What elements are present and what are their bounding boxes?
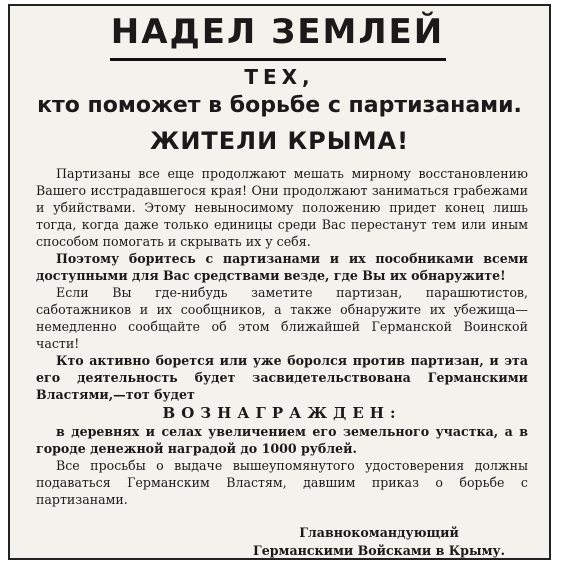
reward-heading: ВОЗНАГРАЖДЕН: — [162, 404, 402, 422]
signature-title: Главнокомандующий — [299, 525, 459, 540]
subhead-residents: ЖИТЕЛИ КРЫМА! — [149, 127, 410, 155]
subhead-who-helps: кто поможет в борьбе с партизанами. — [37, 93, 522, 118]
paragraph-partisans: Партизаны все еще продолжают мешать мирному восстановлению Вашего исстрадавшегося края! Они продолжают заниматься грабежами и убийствами. Этому невыносимому положению придет конец лишь тогда, когда даже только единицы среди Вас перестанут тем или иным способом помогать и скрывать их у себя. — [36, 166, 528, 249]
poster-body — [36, 165, 528, 508]
signature-org: Германскими Войсками в Крыму. — [253, 543, 505, 558]
poster-sheet — [8, 4, 551, 560]
poster-headline: НАДЕЛ ЗЕМЛЕЙ — [110, 12, 445, 52]
signature-block — [253, 524, 505, 560]
paragraph-reward-terms: в деревнях и селах увеличением его земельного участка, а в городе денежной наградой до 1000 рублей. — [36, 424, 528, 456]
paragraph-fight: Поэтому боритесь с партизанами и их пособниками всеми доступными для Вас средствами везде, где Вы их обнаружите! — [36, 251, 528, 283]
paragraph-report: Если Вы где-нибудь заметите партизан, парашютистов, саботажников и их сообщников, а также обнаружите их убежища—немедленно сообщайте об этом ближайшей Германской Воинской части! — [36, 285, 528, 351]
subhead-those: ТЕХ, — [244, 65, 315, 89]
paragraph-who-fights: Кто активно борется или уже боролся против партизан, и эта его деятельность будет засвидетельствована Германскими Властями,—тот будет — [36, 353, 528, 402]
headline-underline — [110, 58, 446, 61]
paragraph-requests: Все просьбы о выдаче вышеупомянутого удостоверения должны подаваться Германским Властям, давшим приказ о борьбе с партизанами. — [36, 458, 528, 507]
